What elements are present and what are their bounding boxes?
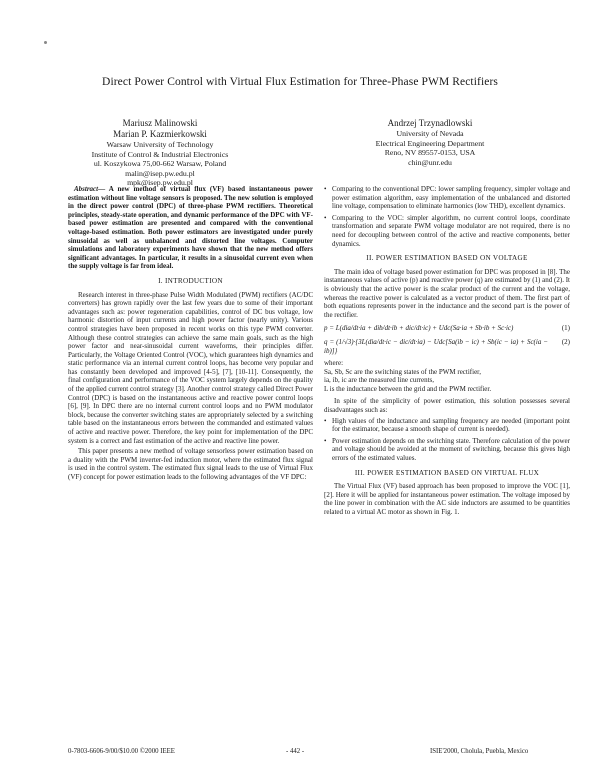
section-heading-voltage-estimation: II. POWER ESTIMATION BASED ON VOLTAGE bbox=[366, 254, 528, 263]
bullet-text: Power estimation depends on the switching state. Therefore calculation of the power and voltage should be avoided at the moment of switching, because this gives high errors of the estimated values. bbox=[332, 436, 570, 463]
equation-body: q = (1/√3)·{3L(dia/dt·ic − dic/dt·ia) − Udc[Sa(ib − ic) + Sb(ic − ia) + Sc(ia − ib)]} bbox=[324, 337, 548, 355]
paragraph: The main idea of voltage based power estimation for DPC was proposed in [8]. The instantaneous values of active (p) and reactive power (q) are estimated by (1) and (2). It is obviously that the active power is the scalar product of the current and the voltage, whereas the reactive power is calculated as a vector product of them. The first part of both equations represents power in the inductance and the second part is the power of the rectifier. bbox=[324, 267, 570, 319]
paragraph: This paper presents a new method of voltage sensorless power estimation based on a duality with the PWM inverter-fed induction motor, where the estimated flux signal is used in the control system. The estimated flux signal leads to the use of Virtual Flux (VF) concept for power estimation leads to the following advantages of the VF DPC: bbox=[68, 447, 313, 481]
where-line: ia, ib, ic are the measured line currents, bbox=[324, 376, 435, 385]
paper-title: Direct Power Control with Virtual Flux Estimation for Three-Phase PWM Rectifiers bbox=[102, 76, 498, 88]
author-block-right bbox=[305, 118, 555, 167]
bullet-text: Comparing to the VOC: simpler algorithm, no current control loops, coordinate transformation and separate PWM voltage modulator are not required, there is no need for decoupling between control of the active and reactive components, better dynamics. bbox=[332, 213, 570, 248]
left-column bbox=[68, 185, 313, 484]
equation-number: (2) bbox=[561, 337, 570, 346]
author-name: Andrzej Trzynadlowski bbox=[387, 118, 473, 128]
author-email: mpk@isep.pw.edu.pl bbox=[127, 178, 193, 188]
equation-1 bbox=[324, 324, 570, 333]
bullet-item: • Comparing to the conventional DPC: lower sampling frequency, simpler voltage and power estimation algorithm, easy implementation of the unbalanced and distorted line voltage, compensation to eliminate harmonics (low THD), excellent dynamics. bbox=[324, 185, 570, 211]
affiliation-line: Reno, NV 89557-0153, USA bbox=[384, 148, 476, 158]
author-block-left bbox=[35, 118, 285, 188]
right-column bbox=[324, 185, 570, 519]
abstract-text: — A new method of virtual flux (VF) based instantaneous power estimation without line voltage sensors is proposed. The new solution is employed in the direct power control (DPC) of three-phase PWM rectifiers. Theoretical principles, steady-state operation, and dynamic performance of the DPC with VF-based power estimation are presented and compared with the conventional voltage-based estimation. Both power estimators are investigated under purely sinusoidal as well as unbalanced and distorted line voltages. Computer simulations and laboratory experiments have shown that the new method offers significant advantages. In particular, it results in a sinusoidal current even when the supply voltage is far from ideal. bbox=[68, 185, 313, 271]
equation-number: (1) bbox=[561, 324, 570, 333]
abstract-lead: Abstract bbox=[74, 185, 99, 193]
author-email: chin@unr.edu bbox=[408, 157, 452, 167]
author-email: malin@isep.pw.edu.pl bbox=[125, 168, 195, 178]
where-line: Sa, Sb, Sc are the switching states of the PWM rectifier, bbox=[324, 367, 481, 376]
paragraph: In spite of the simplicity of power estimation, this solution possesses several disadvantages such as: bbox=[324, 397, 570, 415]
author-name: Marian P. Kazmierkowski bbox=[113, 129, 207, 139]
where-line: where: bbox=[324, 359, 344, 368]
bullet-text: Comparing to the conventional DPC: lower sampling frequency, simpler voltage and power estimation algorithm, easy implementation of the unbalanced and distorted line voltage, compensation to eliminate harmonics (low THD), excellent dynamics. bbox=[332, 185, 570, 211]
affiliation-line: University of Nevada bbox=[396, 129, 464, 138]
footer-page-number: - 442 - bbox=[286, 748, 305, 755]
footer-copyright: 0-7803-6606-9/00/$10.00 ©2000 IEEE bbox=[68, 748, 175, 755]
paragraph: Research interest in three-phase Pulse Width Modulated (PWM) rectifiers (AC/DC converters) has grown rapidly over the last few years due to some of their important advantages such as: power regeneration capabilities, control of DC bus voltage, low harmonic distortion of input currents and high power factor (nearly unity). Various control strategies have been proposed in recent works on this type PWM converter. Although these control strategies can achieve the same main goals, such as the high power factor and near-sinusoidal current waveforms, their principles differ. Particularly, the Voltage Oriented Control (VOC), which guarantees high dynamics and static performance via an internal current control loops, has become very popular and has constantly been developed and improved [4-5], [7], [10-11]. Consequently, the final configuration and performance of the VOC system largely depends on the quality of the applied current control strategy [3]. Another control strategy called Direct Power Control (DPC) is based on the instantaneous active and reactive power control loops [6], [9]. In DPC there are no internal current control loops and no PWM modulator block, because the converter switching states are appropriately selected by a switching table based on the instantaneous errors between the commanded and estimated values of active and reactive power. Therefore, the key point for implementation of the DPC system is a correct and fast estimation of the active and reactive line power. bbox=[68, 290, 313, 445]
affiliation-line: Warsaw University of Technology bbox=[106, 140, 214, 149]
affiliation-line: Electrical Engineering Department bbox=[375, 138, 485, 148]
where-line: L is the inductance between the grid and the PWM rectifier. bbox=[324, 384, 492, 393]
footer-conference: ISIE'2000, Cholula, Puebla, Mexico bbox=[430, 748, 529, 755]
abstract bbox=[68, 185, 313, 271]
equation-2 bbox=[324, 338, 570, 355]
affiliation-line: Institute of Control & Industrial Electronics bbox=[91, 149, 229, 159]
bullet-item: • Power estimation depends on the switching state. Therefore calculation of the power and voltage should be avoided at the moment of switching, because this gives high errors of the estimated values. bbox=[324, 436, 570, 463]
scan-dot bbox=[44, 41, 47, 44]
bullet-item: • High values of the inductance and sampling frequency are needed (important point for the estimator, because a smooth shape of current is needed). bbox=[324, 416, 570, 434]
affiliation-line: ul. Koszykowa 75,00-662 Warsaw, Poland bbox=[93, 159, 227, 169]
section-heading-introduction: I. INTRODUCTION bbox=[158, 276, 223, 285]
author-name: Mariusz Malinowski bbox=[122, 118, 198, 128]
equation-body: p = L(dia/dt·ia + dib/dt·ib + dic/dt·ic) + Udc(Sa·ia + Sb·ib + Sc·ic) bbox=[324, 324, 514, 333]
section-heading-virtual-flux: III. POWER ESTIMATION BASED ON VIRTUAL FLUX bbox=[354, 468, 540, 477]
paragraph: The Virtual Flux (VF) based approach has been proposed to improve the VOC [1], [2]. Here it will be applied for instantaneous power estimation. The voltage imposed by the line power in combination with the AC side inductors are assumed to be quantities related to a virtual AC motor as shown in Fig. 1. bbox=[324, 482, 570, 516]
bullet-item: • Comparing to the VOC: simpler algorithm, no current control loops, coordinate transformation and separate PWM voltage modulator are not required, there is no need for decoupling between control of the active and reactive components, better dynamics. bbox=[324, 213, 570, 248]
bullet-text: High values of the inductance and sampling frequency are needed (important point for the estimator, because a smooth shape of current is needed). bbox=[332, 416, 570, 434]
